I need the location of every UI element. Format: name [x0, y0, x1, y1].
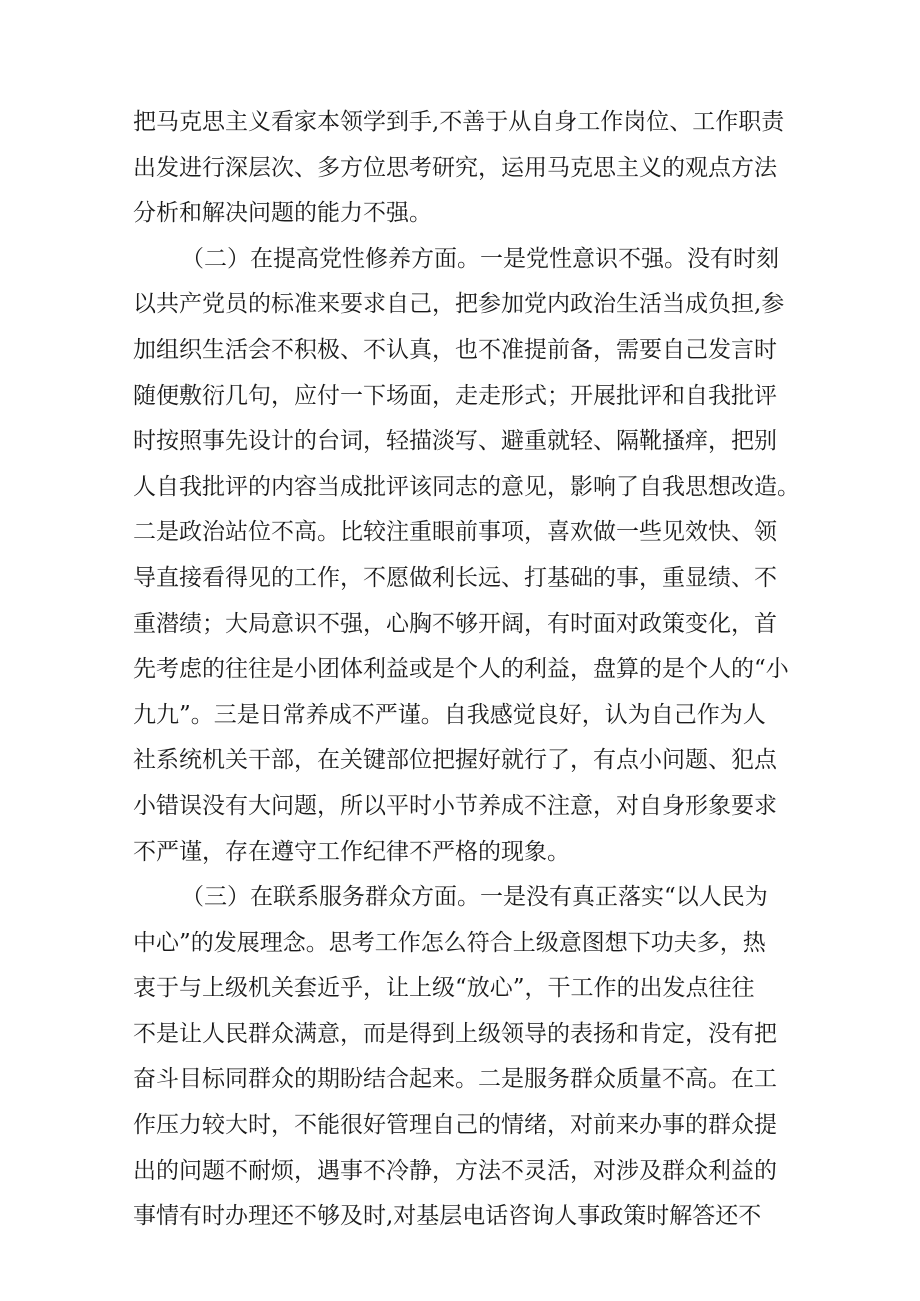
text-line: 中心”的发展理念。思考工作怎么符合上级意图想下功夫多，热 [133, 929, 766, 956]
text-line: 分析和解决问题的能力不强。 [133, 200, 432, 227]
text-line: 出发进行深层次、多方位思考研究，运用马克思主义的观点方法 [133, 154, 777, 181]
text-line: 人自我批评的内容当成批评该同志的意见，影响了自我思想改造。 [133, 473, 800, 500]
text-line: 不严谨，存在遵守工作纪律不严格的现象。 [133, 838, 570, 865]
text-line: 小错误没有大问题，所以平时小节养成不注意，对自身形象要求 [133, 792, 777, 819]
text-line: 随便敷衍几句，应付一下场面，走走形式；开展批评和自我批评 [133, 382, 777, 409]
text-line: 重潜绩；大局意识不强，心胸不够开阔，有时面对政策变化，首 [133, 610, 777, 637]
text-line: 事情有时办理还不够及时,对基层电话咨询人事政策时解答还不 [133, 1203, 762, 1230]
text-line: （二）在提高党性修养方面。一是党性意识不强。没有时刻 [181, 245, 779, 272]
text-line: 衷于与上级机关套近乎，让上级“放心”，干工作的出发点往往 [133, 975, 755, 1002]
text-line: 奋斗目标同群众的期盼结合起来。二是服务群众质量不高。在工 [133, 1066, 777, 1093]
text-line: 以共产党员的标准来要求自己，把参加党内政治生活当成负担,参 [133, 291, 785, 318]
text-line: 出的问题不耐烦，遇事不冷静，方法不灵活，对涉及群众利益的 [133, 1157, 777, 1184]
text-line: 作压力较大时，不能很好管理自己的情绪，对前来办事的群众提 [133, 1112, 777, 1139]
text-line: （三）在联系服务群众方面。一是没有真正落实“以人民为 [181, 884, 768, 911]
text-line: 时按照事先设计的台词，轻描淡写、避重就轻、隔靴搔痒，把别 [133, 428, 777, 455]
text-line: 不是让人民群众满意，而是得到上级领导的表扬和肯定，没有把 [133, 1020, 777, 1047]
text-line: 把马克思主义看家本领学到手,不善于从自身工作岗位、工作职责 [133, 109, 785, 135]
text-line: 二是政治站位不高。比较注重眼前事项，喜欢做一些见效快、领 [133, 519, 777, 546]
text-line: 九九”。三是日常养成不严谨。自我感觉良好，认为自己作为人 [133, 701, 766, 728]
text-line: 先考虑的往往是小团体利益或是个人的利益，盘算的是个人的“小 [133, 656, 789, 683]
text-line: 社系统机关干部，在关键部位把握好就行了，有点小问题、犯点 [133, 747, 777, 774]
text-line: 导直接看得见的工作，不愿做利长远、打基础的事，重显绩、不 [133, 564, 777, 591]
document-body [133, 100, 813, 1240]
text-line: 加组织生活会不积极、不认真，也不准提前备，需要自己发言时 [133, 336, 777, 363]
